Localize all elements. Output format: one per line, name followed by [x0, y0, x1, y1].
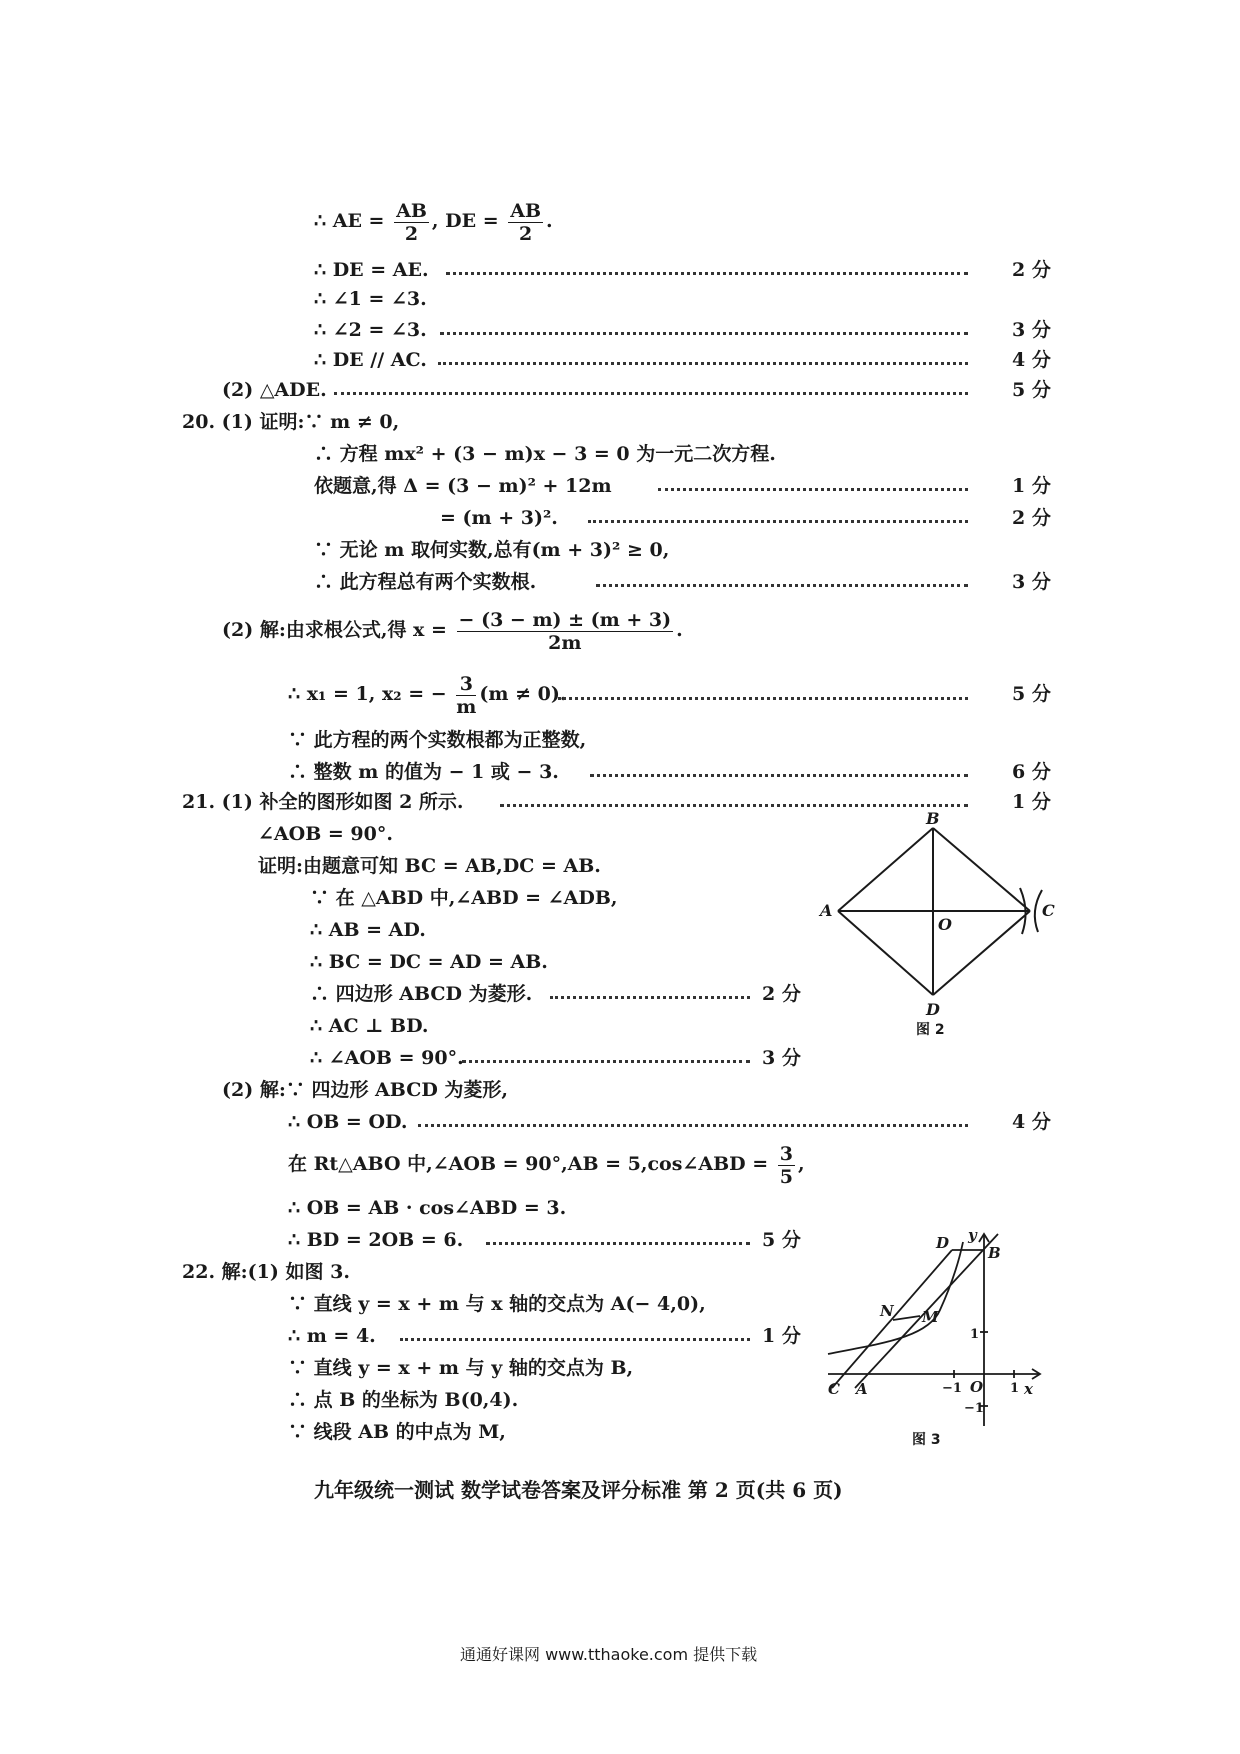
- line-rt-triangle: [288, 1138, 805, 1190]
- score-label: 2 分: [762, 983, 801, 1005]
- score-label: 3 分: [1012, 319, 1051, 341]
- text: .: [676, 619, 683, 641]
- score-label: 1 分: [1012, 791, 1051, 813]
- score-label: 4 分: [1012, 1111, 1051, 1133]
- line-discriminant: 依题意,得 Δ = (3 − m)² + 12m: [314, 475, 612, 497]
- line-discriminant-square: = (m + 3)².: [440, 507, 558, 529]
- label-c: C: [828, 1380, 840, 1398]
- line-aob-90: ∴ ∠AOB = 90°.: [310, 1047, 464, 1069]
- line-q22-start: 22. 解:(1) 如图 3.: [182, 1261, 350, 1283]
- score-label: 3 分: [762, 1047, 801, 1069]
- line-triangle-abd: ∵ 在 △ABD 中,∠ABD = ∠ADB,: [310, 887, 618, 909]
- numerator: 3: [779, 1142, 794, 1165]
- numerator: AB: [510, 199, 542, 222]
- leader-dots: [438, 362, 968, 365]
- curve: [828, 1242, 963, 1354]
- score-label: 5 分: [1012, 379, 1051, 401]
- leader-dots: [550, 996, 750, 999]
- figure-2-rhombus: [816, 812, 1066, 1038]
- text: 在 Rt△ABO 中,∠AOB = 90°,AB = 5,cos∠ABD =: [288, 1153, 775, 1175]
- fraction-3-over-m: [456, 673, 476, 718]
- leader-dots: [440, 332, 968, 335]
- text: ∴ x₁ = 1, x₂ = −: [288, 683, 454, 705]
- fraction-root-formula: [457, 609, 674, 654]
- line-q21-part2: (2) 解:∵ 四边形 ABCD 为菱形,: [222, 1079, 509, 1101]
- line-q19-part2: (2) △ADE.: [222, 379, 327, 401]
- line-ac-perp-bd: ∴ AC ⊥ BD.: [310, 1015, 429, 1037]
- figure-3-caption: 图 3: [912, 1432, 941, 1448]
- line-angle1-angle3: ∴ ∠1 = ∠3.: [314, 288, 427, 310]
- label-d: D: [936, 1234, 950, 1252]
- score-label: 2 分: [1012, 507, 1051, 529]
- score-label: 5 分: [1012, 683, 1051, 705]
- line-ob-value: ∴ OB = AB · cos∠ABD = 3.: [288, 1197, 567, 1219]
- line-proof-start: 证明:由题意可知 BC = AB,DC = AB.: [258, 855, 601, 877]
- line-m-eq-4: ∴ m = 4.: [288, 1325, 376, 1347]
- label-x: x: [1024, 1380, 1033, 1398]
- denominator: 2m: [548, 631, 582, 654]
- arc-mark-lower: [1035, 890, 1042, 932]
- leader-dots: [500, 804, 968, 807]
- leader-dots: [658, 488, 968, 491]
- label-y-neg1: −1: [964, 1401, 984, 1416]
- denominator: 2: [404, 222, 419, 245]
- figure-2-caption: 图 2: [916, 1022, 945, 1038]
- leader-dots: [400, 1338, 750, 1341]
- line-roots: [288, 668, 566, 720]
- score-label: 3 分: [1012, 571, 1051, 593]
- label-o: O: [938, 915, 952, 934]
- line-midpoint-m: ∵ 线段 AB 的中点为 M,: [288, 1421, 506, 1443]
- denominator: 5: [779, 1165, 794, 1188]
- label-c: C: [1042, 901, 1055, 920]
- line-q20-start: 20. (1) 证明:∵ m ≠ 0,: [182, 411, 400, 433]
- score-label: 5 分: [762, 1229, 801, 1251]
- denominator: m: [456, 695, 477, 718]
- line-point-b: ∴ 点 B 的坐标为 B(0,4).: [288, 1389, 519, 1411]
- page-footer: 九年级统一测试 数学试卷答案及评分标准 第 2 页(共 6 页): [314, 1478, 843, 1502]
- line-ab-eq-ad: ∴ AB = AD.: [310, 919, 426, 941]
- label-n: N: [880, 1302, 894, 1320]
- line-positive-integers: ∵ 此方程的两个实数根都为正整数,: [288, 729, 587, 751]
- fraction-ab-over-2: [508, 200, 543, 245]
- label-m: M: [922, 1308, 939, 1326]
- fraction-3-over-5: [778, 1143, 795, 1188]
- line-ob-eq-od: ∴ OB = OD.: [288, 1111, 408, 1133]
- score-label: 1 分: [762, 1325, 801, 1347]
- numerator: 3: [456, 673, 476, 696]
- text: (m ≠ 0).: [479, 683, 567, 705]
- score-label: 1 分: [1012, 475, 1051, 497]
- line-nonnegative: ∵ 无论 m 取何实数,总有(m + 3)² ≥ 0,: [314, 539, 670, 561]
- coordinate-diagram: [818, 1226, 1050, 1450]
- line-q21-start: 21. (1) 补全的图形如图 2 所示.: [182, 791, 464, 813]
- line-quadratic-eq: ∴ 方程 mx² + (3 − m)x − 3 = 0 为一元二次方程.: [314, 443, 776, 465]
- line-rhombus: ∴ 四边形 ABCD 为菱形.: [310, 983, 533, 1005]
- numerator: − (3 − m) ± (m + 3): [458, 608, 672, 631]
- score-label: 2 分: [1012, 259, 1051, 281]
- leader-dots: [418, 1124, 968, 1127]
- line-all-sides-equal: ∴ BC = DC = AD = AB.: [310, 951, 548, 973]
- leader-dots: [446, 272, 968, 275]
- side-bc: [933, 828, 1030, 911]
- leader-dots: [462, 1060, 750, 1063]
- line-ae-de-fraction: [314, 196, 553, 246]
- text: ,: [798, 1153, 805, 1175]
- line-x-intercept: ∵ 直线 y = x + m 与 x 轴的交点为 A(− 4,0),: [288, 1293, 706, 1315]
- denominator: 2: [519, 222, 533, 245]
- leader-dots: [596, 584, 968, 587]
- leader-dots: [590, 774, 968, 777]
- label-x-1: 1: [1010, 1381, 1020, 1396]
- leader-dots: [486, 1242, 750, 1245]
- line-angle2-angle3: ∴ ∠2 = ∠3.: [314, 319, 427, 341]
- line-angle-aob: ∠AOB = 90°.: [258, 823, 393, 845]
- fraction-ab-over-2: [394, 200, 429, 245]
- download-credit: 通通好课网 www.tthaoke.com 提供下载: [460, 1645, 758, 1664]
- text: , DE =: [431, 210, 506, 232]
- line-root-formula: [222, 604, 683, 656]
- label-b: B: [926, 812, 940, 828]
- label-d: D: [926, 1000, 940, 1019]
- label-a: A: [856, 1380, 868, 1398]
- line-m-values: ∴ 整数 m 的值为 − 1 或 − 3.: [288, 761, 559, 783]
- line-bd-value: ∴ BD = 2OB = 6.: [288, 1229, 464, 1251]
- label-y-1: 1: [970, 1327, 980, 1342]
- text: ∴ AE =: [314, 210, 392, 232]
- line-two-real-roots: ∴ 此方程总有两个实数根.: [314, 571, 537, 593]
- leader-dots: [588, 520, 968, 523]
- score-label: 6 分: [1012, 761, 1051, 783]
- label-x-neg1: −1: [942, 1381, 962, 1396]
- text: (2) 解:由求根公式,得 x =: [222, 619, 454, 641]
- numerator: AB: [396, 199, 427, 222]
- line-de-parallel-ac: ∴ DE // AC.: [314, 349, 427, 371]
- line-de-eq-ae: ∴ DE = AE.: [314, 259, 429, 281]
- line-y-intercept: ∵ 直线 y = x + m 与 y 轴的交点为 B,: [288, 1357, 634, 1379]
- figure-3-coordinate-plot: [818, 1226, 1050, 1450]
- score-label: 4 分: [1012, 349, 1051, 371]
- label-origin: O: [970, 1378, 984, 1396]
- side-da: [838, 911, 933, 995]
- label-y: y: [968, 1226, 977, 1244]
- leader-dots: [558, 697, 968, 700]
- label-b: B: [988, 1244, 1001, 1262]
- side-ab: [838, 828, 933, 911]
- leader-dots: [334, 392, 968, 395]
- label-a: A: [820, 901, 833, 920]
- text: .: [546, 210, 553, 232]
- rhombus-diagram: [816, 812, 1066, 1038]
- segment-nm: [893, 1316, 920, 1320]
